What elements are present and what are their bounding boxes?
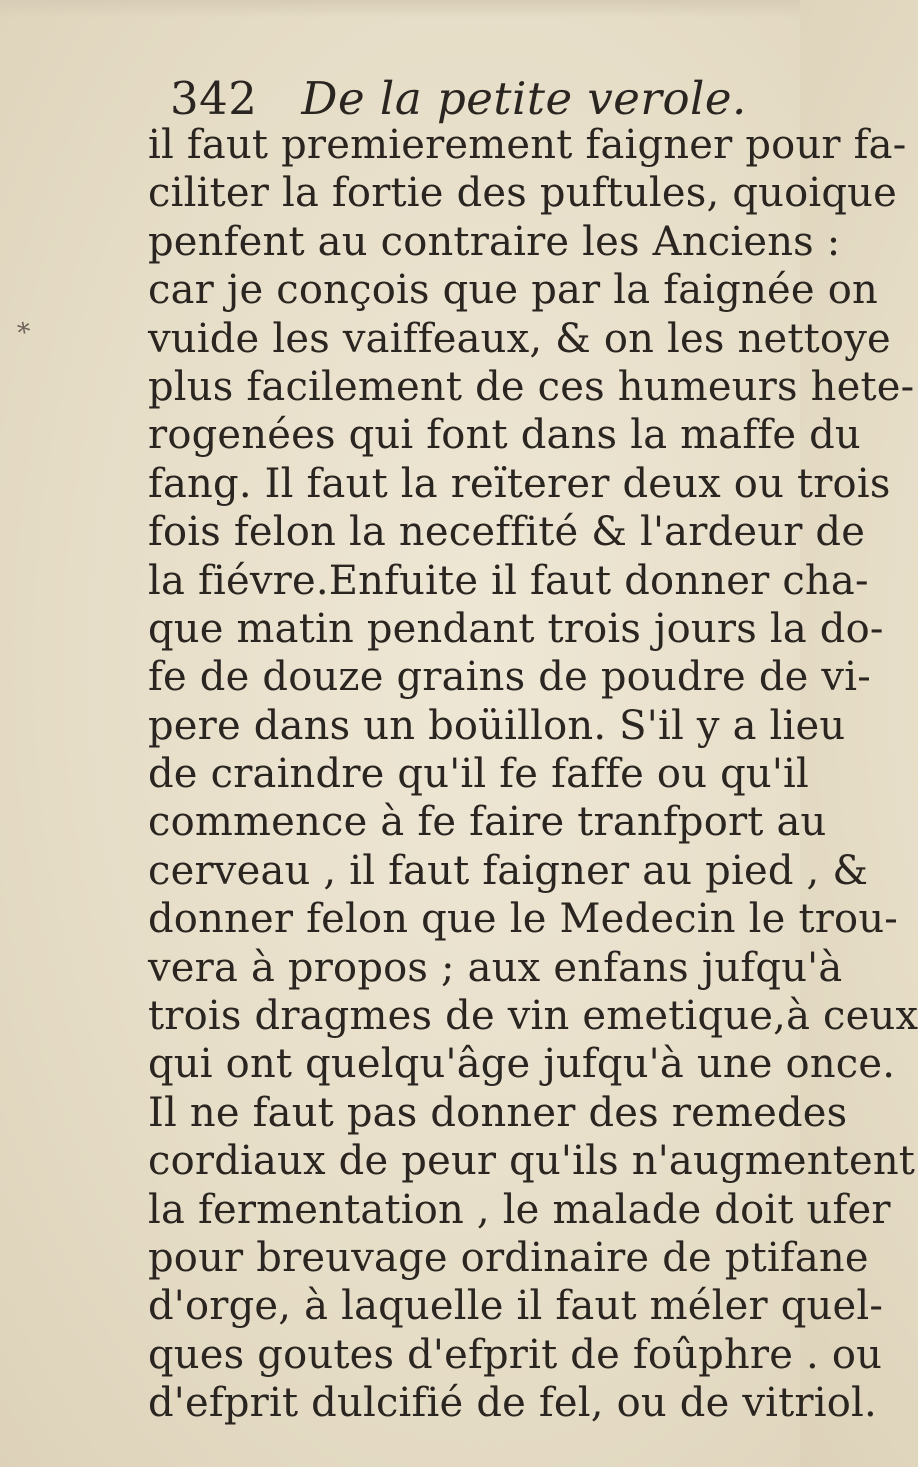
text-line: Il ne faut pas donner des remedes <box>148 1089 848 1136</box>
text-line: pour breuvage ordinaire de ptifane <box>148 1234 869 1281</box>
text-line: cordiaux de peur qu'ils n'augmentent <box>148 1138 916 1185</box>
text-line: d'efprit dulcifié de fel, ou de vitriol. <box>148 1380 877 1427</box>
text-line: la fiévre.Enfuite il faut donner cha- <box>148 557 869 604</box>
text-line: il faut premierement faigner pour fa- <box>148 122 907 168</box>
text-line: que matin pendant trois jours la do- <box>148 605 884 652</box>
text-line: ciliter la fortie des puftules, quoique <box>148 170 898 217</box>
text-line: plus facilement de ces humeurs hete- <box>148 363 915 410</box>
text-line: d'orge, à laquelle il faut méler quel- <box>148 1283 884 1330</box>
text-line: commence à fe faire tranfport au <box>148 799 827 846</box>
text-line: donner felon que le Medecin le trou- <box>148 896 898 943</box>
text-line: vera à propos ; aux enfans jufqu'à <box>148 944 843 991</box>
body-text <box>148 121 918 1428</box>
page-top-edge <box>0 0 800 18</box>
page-number: 342 <box>170 72 258 125</box>
text-line: de craindre qu'il fe faffe ou qu'il <box>148 751 810 798</box>
text-line: fang. Il faut la reïterer deux ou trois <box>148 460 891 507</box>
margin-asterisk: * <box>15 317 34 349</box>
text-line: vuide les vaiffeaux, & on les nettoye <box>148 315 891 362</box>
text-line: trois dragmes de vin emetique,à ceux <box>148 993 918 1040</box>
text-line: penfent au contraire les Anciens : <box>148 218 841 265</box>
text-line: la fermentation , le malade doit ufer <box>148 1186 891 1233</box>
text-line: pere dans un boüillon. S'il y a lieu <box>148 702 846 749</box>
text-line: rogenées qui font dans la maffe du <box>148 412 861 459</box>
text-line: cerveau , il faut faigner au pied , & <box>148 847 869 894</box>
text-line: ques goutes d'efprit de foûphre . ou <box>148 1331 883 1378</box>
running-title: De la petite verole. <box>301 72 747 125</box>
text-line: fe de douze grains de poudre de vi- <box>148 654 871 701</box>
text-line: car je conçois que par la faignée on <box>148 267 878 314</box>
text-line: qui ont quelqu'âge jufqu'à une once. <box>148 1041 896 1088</box>
text-line: fois felon la neceffité & l'ardeur de <box>148 509 866 556</box>
